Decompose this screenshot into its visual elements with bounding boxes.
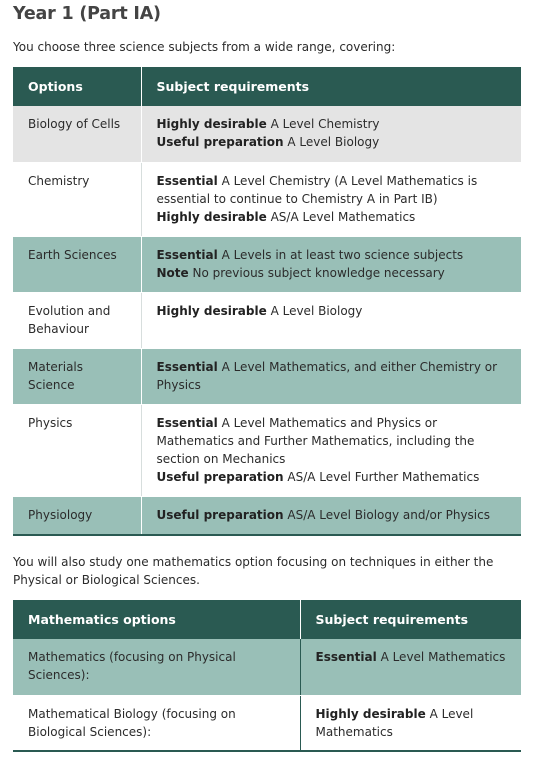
table-row [13, 496, 521, 535]
requirement-text: AS/A Level Mathematics [270, 209, 416, 224]
requirement-line [157, 302, 507, 320]
requirement-label: Highly desirable [156, 303, 267, 318]
table-row [13, 639, 521, 695]
requirement-line [157, 208, 507, 226]
mathematics-options-table [13, 600, 521, 752]
requirement-label: Essential [315, 650, 377, 664]
requirement-label: Useful preparation [156, 469, 284, 484]
option-name: Materials Science [13, 348, 141, 404]
option-name: Mathematics (focusing on Physical Sciences): [13, 639, 300, 695]
requirements-cell [300, 695, 521, 751]
requirements-cell [300, 639, 521, 695]
requirement-line [157, 246, 507, 264]
requirement-text: A Level Mathematics and Physics or Mathematics and Further Mathematics, including the section on Mechanics [156, 415, 475, 466]
requirement-text: AS/A Level Biology and/or Physics [287, 507, 490, 522]
option-name: Earth Sciences [13, 236, 141, 292]
intro-text: You choose three science subjects from a wide range, covering: [13, 40, 396, 54]
requirement-label: Highly desirable [315, 706, 426, 721]
requirement-label: Essential [156, 359, 218, 374]
requirement-label: Note [156, 265, 189, 280]
table-row [13, 292, 521, 348]
table-row [13, 162, 521, 236]
requirement-line [157, 468, 507, 486]
column-header-math-options: Mathematics options [13, 600, 300, 639]
requirement-text: No previous subject knowledge necessary [192, 265, 445, 280]
column-header-requirements: Subject requirements [141, 67, 521, 106]
requirement-text: A Level Mathematics, and either Chemistry or Physics [156, 359, 498, 392]
requirement-line [157, 264, 507, 282]
requirements-cell [141, 236, 521, 292]
option-name: Physics [13, 404, 141, 496]
option-name: Physiology [13, 496, 141, 535]
table-row [13, 695, 521, 751]
requirement-line [316, 648, 507, 666]
option-name: Evolution and Behaviour [13, 292, 141, 348]
requirement-label: Essential [156, 247, 218, 262]
column-header-options: Options [13, 67, 141, 106]
requirement-text: AS/A Level Further Mathematics [287, 469, 480, 484]
option-name: Chemistry [13, 162, 141, 236]
column-header-math-requirements: Subject requirements [300, 600, 521, 639]
requirement-text: A Levels in at least two science subjects [221, 247, 464, 262]
requirement-label: Essential [156, 415, 218, 430]
requirement-text: A Level Mathematics [380, 650, 506, 664]
requirement-label: Highly desirable [156, 209, 267, 224]
requirement-line [157, 115, 507, 133]
requirements-cell [141, 292, 521, 348]
requirement-line [157, 172, 507, 208]
requirement-label: Useful preparation [156, 507, 284, 522]
requirement-text: A Level Biology [270, 303, 363, 318]
requirement-text: A Level Chemistry (A Level Mathematics is essential to continue to Chemistry A in Part IB) [156, 173, 478, 206]
table-row [13, 404, 521, 496]
requirements-cell [141, 404, 521, 496]
page-heading: Year 1 (Part IA) [13, 4, 161, 24]
requirement-line [316, 705, 507, 741]
requirement-line [157, 506, 507, 524]
requirements-cell [141, 348, 521, 404]
requirement-label: Useful preparation [156, 135, 284, 149]
requirement-label: Essential [156, 173, 218, 188]
math-intro-text: You will also study one mathematics option focusing on techniques in either the Physical or Biological Sciences. [13, 555, 494, 587]
option-name: Mathematical Biology (focusing on Biological Sciences): [13, 695, 300, 751]
requirement-line [157, 358, 507, 394]
requirement-line [157, 414, 507, 468]
requirements-cell [141, 106, 521, 162]
table-row [13, 348, 521, 404]
table-row [13, 236, 521, 292]
requirement-label: Highly desirable [156, 117, 267, 131]
requirement-line [157, 133, 507, 151]
table-row [13, 106, 521, 162]
requirement-text: A Level Mathematics [315, 706, 474, 739]
science-options-table [13, 67, 521, 536]
requirements-cell [141, 162, 521, 236]
option-name: Biology of Cells [13, 106, 141, 162]
requirements-cell [141, 496, 521, 535]
requirement-text: A Level Chemistry [270, 117, 380, 131]
requirement-text: A Level Biology [287, 135, 380, 149]
